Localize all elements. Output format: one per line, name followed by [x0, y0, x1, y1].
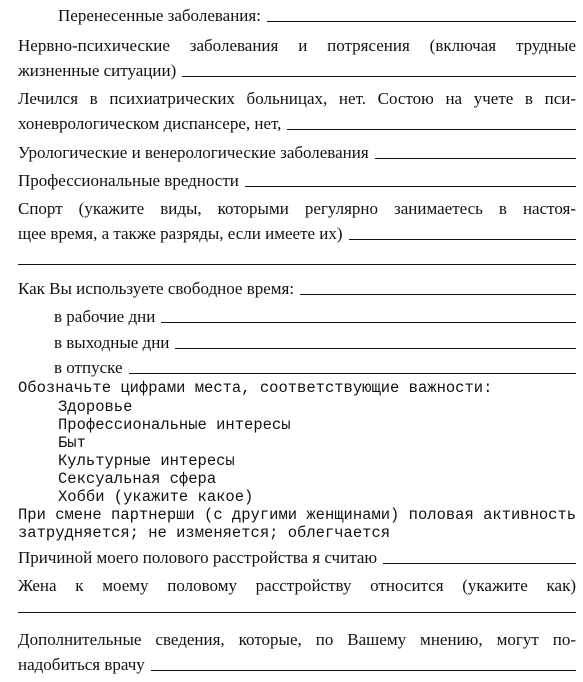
workdays-label: в рабочие дни [54, 307, 156, 326]
additional-line-2 [18, 655, 576, 675]
partner-label-1: При смене партнерши (с другими женщинами) половая активность [18, 506, 577, 524]
transferred-diseases-label: Перенесенные заболевания: [58, 6, 261, 25]
additional-line-1 [18, 630, 576, 650]
cause-label: Причиной моего полового расстройства я считаю [18, 548, 378, 567]
urology-field[interactable] [375, 158, 576, 159]
cause-line [18, 548, 576, 568]
weekends-field[interactable] [175, 348, 576, 349]
ranking-title: Обозначьте цифрами места, соответствующие важности: [18, 379, 493, 397]
psych-label-1: Лечился в психиатрических больницах, нет. Состою на учете в пси- [18, 89, 576, 108]
sport-line-2 [18, 224, 576, 244]
sport-label-1: Спорт (укажите виды, которыми регулярно занимаетесь в настоя- [18, 199, 576, 218]
partner-line-2 [18, 523, 576, 543]
ranking-item [58, 451, 576, 471]
ranking-item-health: Здоровье [58, 398, 133, 416]
nervous-line-1 [18, 36, 576, 56]
wife-attitude-line [18, 576, 576, 596]
ranking-item-hobby: Хобби (укажите какое) [58, 488, 254, 506]
ranking-title-line [18, 378, 576, 398]
vacation-line [54, 358, 576, 378]
occupational-field[interactable] [245, 186, 576, 187]
ranking-item [58, 487, 576, 507]
ranking-item-cultural: Культурные интересы [58, 452, 235, 470]
occupational-label: Профессиональные вредности [18, 171, 239, 190]
ranking-item [58, 433, 576, 453]
ranking-item [58, 415, 576, 435]
sport-extra-field[interactable] [18, 264, 576, 265]
nervous-field[interactable] [182, 76, 576, 77]
additional-field[interactable] [151, 670, 576, 671]
urology-line [18, 143, 576, 163]
weekends-line [54, 333, 576, 353]
nervous-label-1: Нервно-психические заболевания и потрясения (включая трудные [18, 36, 576, 55]
psych-label-2: хоневрологическом диспансере, нет, [18, 114, 282, 133]
workdays-line [54, 307, 576, 327]
vacation-label: в отпуске [54, 358, 123, 377]
sport-label-2: щее время, а также разряды, если имеете их) [18, 224, 343, 243]
urology-label: Урологические и венерологические заболевания [18, 143, 369, 162]
nervous-line-2 [18, 61, 576, 81]
ranking-item-household: Быт [58, 434, 86, 452]
free-time-line [18, 279, 576, 299]
transferred-diseases-line [58, 6, 576, 26]
workdays-field[interactable] [161, 322, 576, 323]
ranking-item [58, 397, 576, 417]
transferred-diseases-field[interactable] [267, 21, 576, 22]
psych-field[interactable] [287, 129, 576, 130]
wife-attitude-label: Жена к моему половому расстройству относится (укажите как) [18, 576, 576, 595]
additional-label-2: надобиться врачу [18, 655, 145, 674]
weekends-label: в выходные дни [54, 333, 170, 352]
vacation-field[interactable] [129, 373, 576, 374]
partner-label-2: затрудняется; не изменяется; облегчается [18, 524, 391, 542]
psych-line-2 [18, 114, 576, 134]
additional-label-1: Дополнительные сведения, которые, по Вашему мнению, могут по- [18, 630, 576, 649]
nervous-label-2: жизненные ситуации) [18, 61, 177, 80]
ranking-item-professional: Профессиональные интересы [58, 416, 291, 434]
free-time-field[interactable] [300, 294, 576, 295]
ranking-item [58, 469, 576, 489]
wife-attitude-field[interactable] [18, 612, 576, 613]
sport-line-1 [18, 199, 576, 219]
free-time-label: Как Вы используете свободное время: [18, 279, 295, 298]
cause-field[interactable] [383, 563, 576, 564]
ranking-item-sexual: Сексуальная сфера [58, 470, 217, 488]
partner-line-1 [18, 505, 576, 525]
sport-field[interactable] [349, 239, 576, 240]
occupational-line [18, 171, 576, 191]
psych-line-1 [18, 89, 576, 109]
